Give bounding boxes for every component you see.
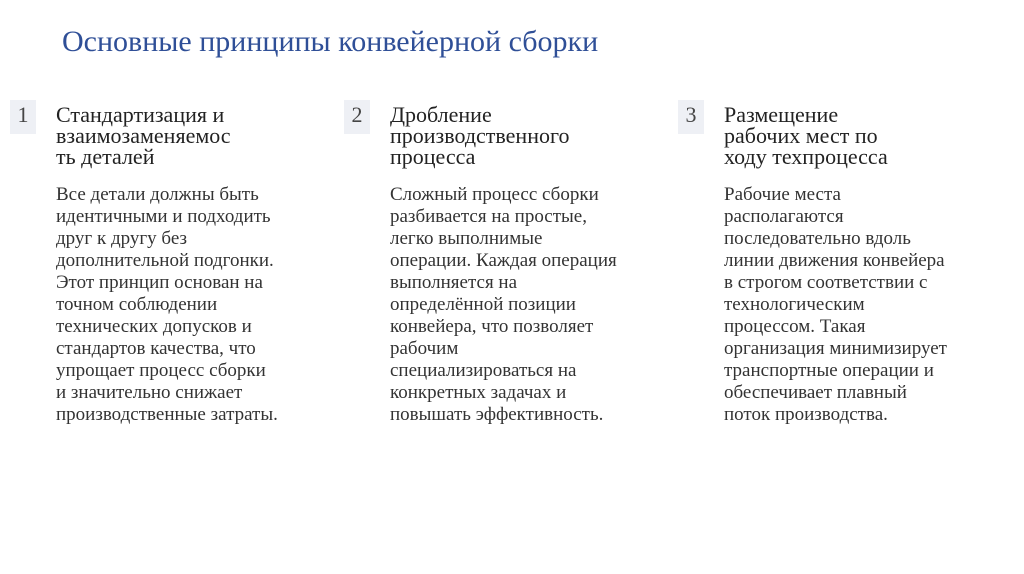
principle-title: Дробление производственного процесса bbox=[390, 102, 570, 169]
principle-title: Стандартизация и взаимозаменяемос ть деталей bbox=[56, 102, 231, 169]
principle-number-badge: 3 bbox=[678, 100, 704, 134]
principle-title: Размещение рабочих мест по ходу техпроцесса bbox=[724, 102, 888, 169]
principle-number-badge: 1 bbox=[10, 100, 36, 134]
principle-number-badge: 2 bbox=[344, 100, 370, 134]
principle-description: Все детали должны быть идентичными и подходить друг к другу без дополнительной подгонки. Этот принцип основан на точном соблюдении технических допусков и стандартов качества, что упрощает процесс сборки и значительно снижает производственные затраты. bbox=[56, 184, 278, 425]
slide-title: Основные принципы конвейерной сборки bbox=[62, 25, 599, 58]
principle-description: Сложный процесс сборки разбивается на простые, легко выполнимые операции. Каждая операция выполняется на определённой позиции конвейера, что позволяет рабочим специализироваться на конкретных задачах и повышать эффективность. bbox=[390, 184, 617, 425]
principle-description: Рабочие места располагаются последовательно вдоль линии движения конвейера в строгом соответствии с технологическим процессом. Такая организация минимизирует транспортные операции и обеспечивает плавный поток производства. bbox=[724, 184, 947, 425]
